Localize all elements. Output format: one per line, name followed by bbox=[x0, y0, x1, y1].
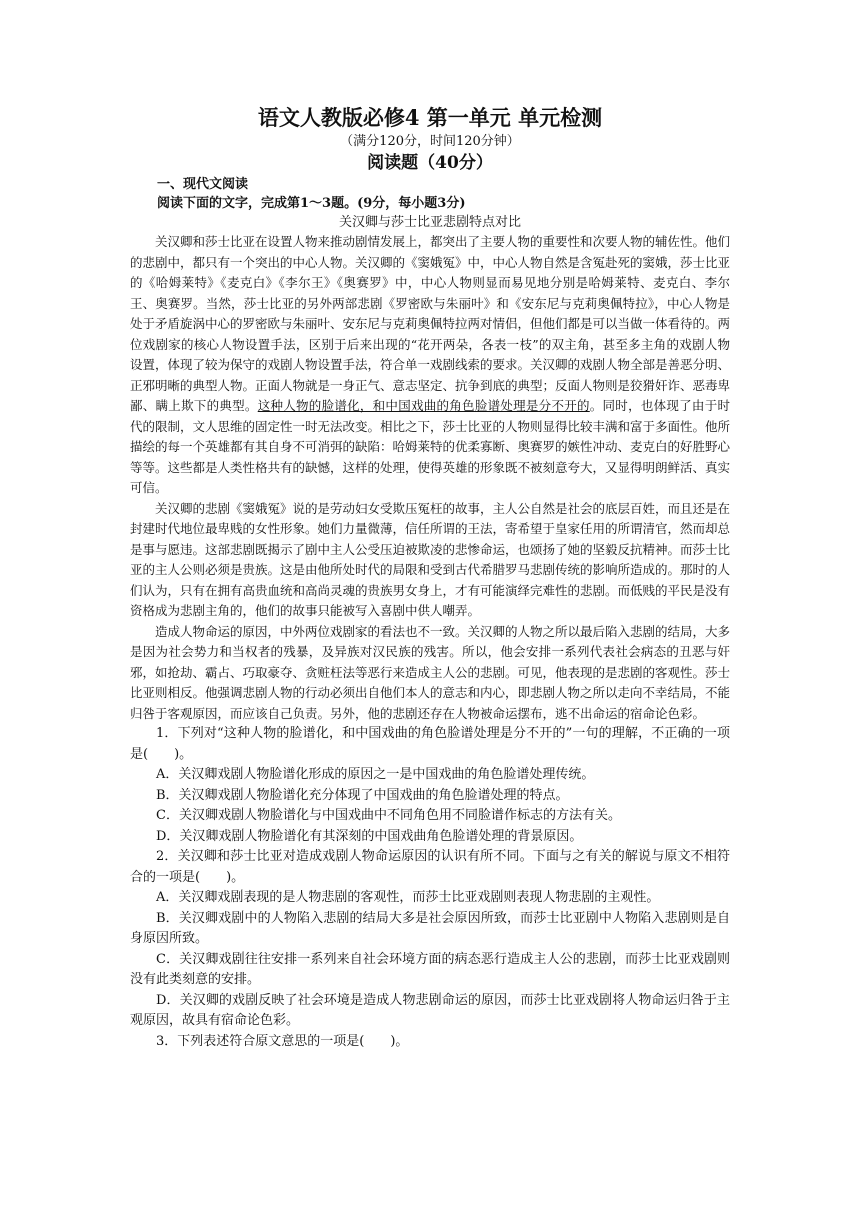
passage-title: 关汉卿与莎士比亚悲剧特点对比 bbox=[338, 215, 521, 230]
section-heading: 阅读题（40分） bbox=[367, 153, 493, 173]
question-3-stem: 3．下列表述符合原文意思的一项是( )。 bbox=[156, 1033, 409, 1049]
question-2-option-a: A．关汉卿戏剧表现的是人物悲剧的客观性，而莎士比亚戏剧则表现人物悲剧的主观性。 bbox=[156, 890, 660, 905]
question-1-option-c: C．关汉卿戏剧人物脸谱化与中国戏曲中不同角色用不同脸谱作标志的方法有关。 bbox=[156, 808, 621, 823]
paragraph-text: 。同时，也体现了由于时代的限制，文人思维的固定性一时无法改变。相比之下，莎士比亚的人物则显得比较丰满和富于多面性。他所描绘的每一个英雄都有其自身不可消弭的缺陷：哈姆莱特的优柔寡断、奥赛罗的嫉性冲动、麦克白的好胜野心等等。这些都是人类性格共有的缺憾，这样的处理，使得英雄的形象既不被刻意夸大，又显得明朗鲜活、真实可信。 bbox=[130, 398, 731, 495]
question-1-stem: 1．下列对“这种人物的脸谱化，和中国戏曲的角色脸谱处理是分不开的”一句的理解，不正确的一项是( )。 bbox=[130, 726, 730, 762]
part-heading: 一、现代文阅读 bbox=[157, 177, 249, 192]
question-2-option-c: C．关汉卿戏剧往往安排一系列来自社会环境方面的病态恶行造成主人公的悲剧，而莎士比亚戏剧则没有此类刻意的安排。 bbox=[130, 951, 730, 987]
underlined-sentence: 这种人物的脸谱化，和中国戏曲的角色脸谱处理是分不开的 bbox=[257, 398, 590, 413]
reading-instruction: 阅读下面的文字，完成第1～3题。(9分，每小题3分) bbox=[157, 196, 466, 211]
question-2-option-b: B．关汉卿戏剧中的人物陷入悲剧的结局大多是社会原因所致，而莎士比亚剧中人物陷入悲剧则是自身原因所致。 bbox=[130, 910, 730, 946]
document-page bbox=[130, 104, 730, 1052]
passage-paragraph-2: 关汉卿的悲剧《窦娥冤》说的是劳动妇女受欺压冤枉的故事，主人公自然是社会的底层百姓，而且还是在封建时代地位最卑贱的女性形象。她们力量微薄，信任所谓的王法，寄希望于皇家任用的所谓清官，然而却总是事与愿违。这部悲剧既揭示了剧中主人公受压迫被欺凌的悲惨命运，也颂扬了她的坚毅反抗精神。而莎士比亚的主人公则必须是贵族。这是由他所处时代的局限和受到古代希腊罗马悲剧传统的影响所造成的。那时的人们认为，只有在拥有高贵血统和高尚灵魂的贵族男女身上，才有可能演绎完难性的悲剧。而低贱的平民是没有资格成为悲剧主角的，他们的故事只能被写入喜剧中供人嘲弄。 bbox=[130, 500, 731, 618]
question-1-option-b: B．关汉卿戏剧人物脸谱化充分体现了中国戏曲的角色脸谱处理的特点。 bbox=[156, 787, 569, 803]
paragraph-text: 关汉卿和莎士比亚在设置人物来推动剧情发展上，都突出了主要人物的重要性和次要人物的辅佐性。他们的悲剧中，都只有一个突出的中心人物。关汉卿的《窦娥冤》中，中心人物自然是含冤赴死的窦娥，莎士比亚的《哈姆莱特》《麦克白》《李尔王》《奥赛罗》中，中心人物则显而易见地分别是哈姆莱特、麦克白、李尔王、奥赛罗。当然，莎士比亚的另外两部悲剧《罗密欧与朱丽叶》和《安东尼与克莉奥佩特拉》，中心人物是处于矛盾旋涡中心的罗密欧与朱丽叶、安东尼与克莉奥佩特拉两对情侣，但他们都是可以当做一体看待的。两位戏剧家的核心人物设置手法，区别于后来出现的“花开两朵，各表一枝”的双主角，甚至多主角的戏剧人物设置，体现了较为保守的戏剧人物设置手法，符合单一戏剧线索的要求。关汉卿的戏剧人物全部是善恶分明、正邪明晰的典型人物。正面人物就是一身正气、意志坚定、抗争到底的典型；反面人物则是狡猾奸诈、恶毒卑鄙、瞒上欺下的典型。 bbox=[130, 234, 731, 413]
question-2-option-d: D．关汉卿的戏剧反映了社会环境是造成人物悲剧命运的原因，而莎士比亚戏剧将人物命运归咎于主观原因，故具有宿命论色彩。 bbox=[130, 992, 730, 1028]
passage-paragraph-1 bbox=[130, 232, 730, 499]
score-time-note: （满分120分，时间120分钟） bbox=[340, 134, 520, 149]
passage-paragraph-3: 造成人物命运的原因，中外两位戏剧家的看法也不一致。关汉卿的人物之所以最后陷入悲剧的结局，大多是因为社会势力和当权者的残暴，及异族对汉民族的残害。所以，他会安排一系列代表社会病态的丑恶与奸邪，如抢劫、霸占、巧取豪夺、贪赃枉法等恶行来造成主人公的悲剧。可见，他表现的是悲剧的客观性。莎士比亚则相反。他强调悲剧人物的行动必须出自他们本人的意志和内心，即悲剧人物之所以走向不幸结局，不能归咎于客观原因，而应该自己负责。另外，他的悲剧还存在人物被命运摆布，逃不出命运的宿命论色彩。 bbox=[130, 623, 731, 721]
question-2-stem: 2．关汉卿和莎士比亚对造成戏剧人物命运原因的认识有所不同。下面与之有关的解说与原文不相符合的一项是( )。 bbox=[130, 849, 730, 885]
question-1-option-a: A．关汉卿戏剧人物脸谱化形成的原因之一是中国戏曲的角色脸谱处理传统。 bbox=[156, 767, 595, 782]
question-1-option-d: D．关汉卿戏剧人物脸谱化有其深刻的中国戏曲角色脸谱处理的背景原因。 bbox=[156, 828, 583, 844]
page-title: 语文人教版必修4 第一单元 单元检测 bbox=[257, 105, 603, 130]
